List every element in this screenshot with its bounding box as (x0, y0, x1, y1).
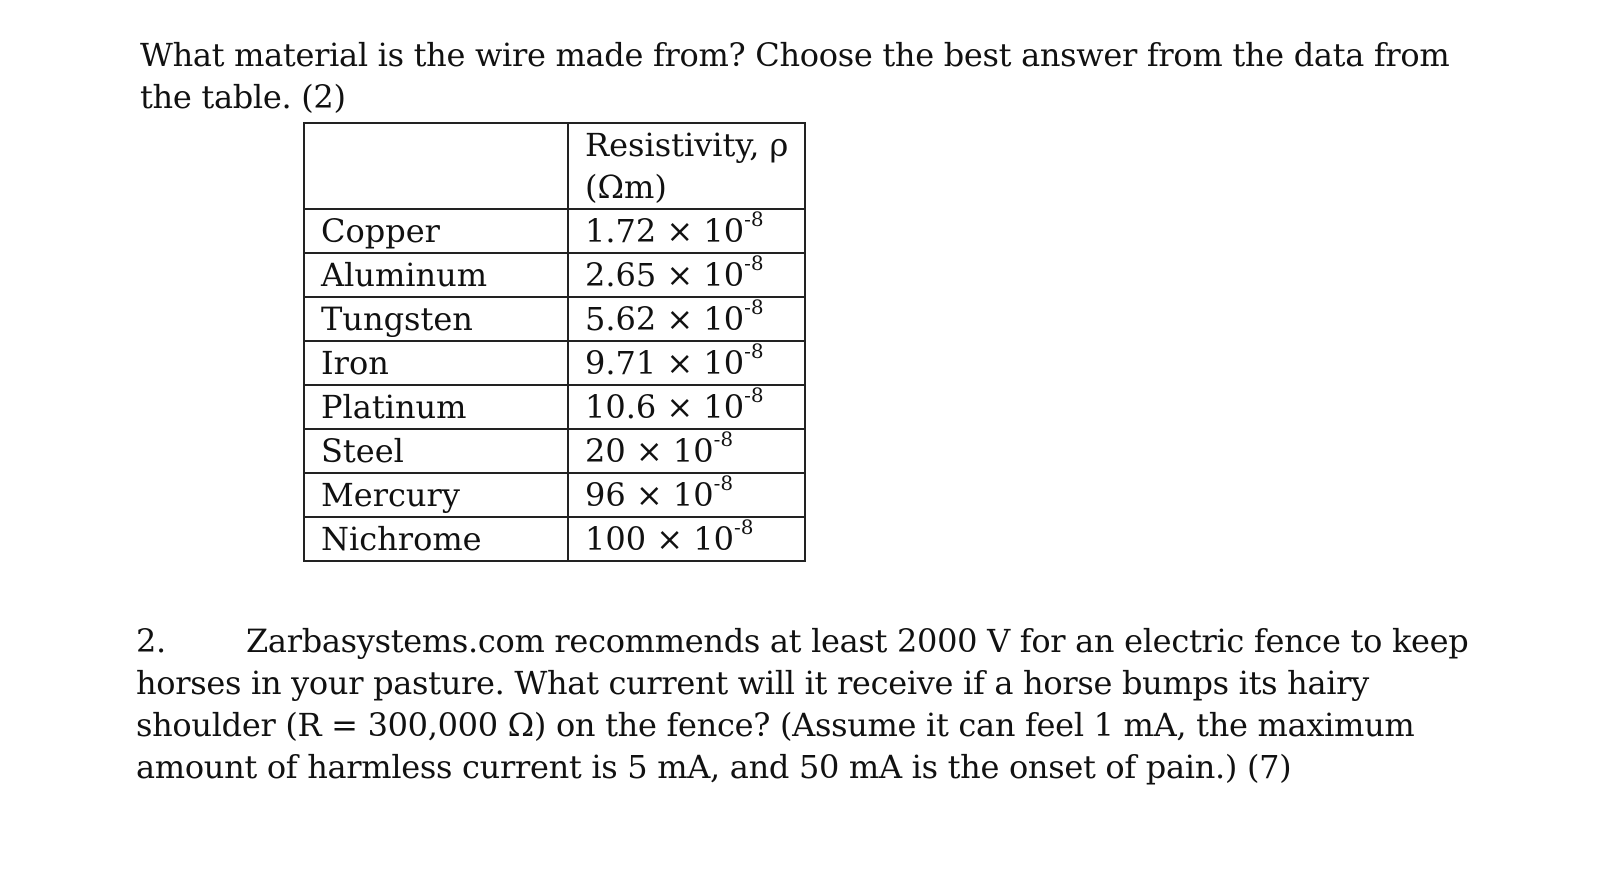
resistivity-mantissa: 2.65 × 10 (585, 256, 745, 294)
material-cell: Mercury (304, 473, 568, 517)
resistivity-exponent: -8 (733, 515, 754, 540)
question-1 (140, 34, 1470, 118)
resistivity-exponent: -8 (713, 471, 734, 496)
question-2 (136, 620, 1496, 788)
resistivity-mantissa: 100 × 10 (585, 520, 734, 558)
resistivity-cell (568, 341, 805, 385)
question-2-line-3: shoulder (R = 300,000 Ω) on the fence? (Assume it can feel 1 mA, the maximum (136, 706, 1415, 744)
header-material-cell (304, 123, 568, 209)
question-1-line-1: What material is the wire made from? Choose the best answer from the data from (140, 36, 1450, 74)
table-row (304, 297, 805, 341)
header-resistivity-unit: (Ωm) (585, 168, 667, 206)
table-row (304, 253, 805, 297)
resistivity-exponent: -8 (744, 339, 764, 364)
question-2-line-4: amount of harmless current is 5 mA, and 50 mA is the onset of pain.) (7) (136, 748, 1292, 786)
resistivity-cell (568, 253, 805, 297)
question-2-line-2: horses in your pasture. What current will it receive if a horse bumps its hairy (136, 664, 1369, 702)
resistivity-exponent: -8 (744, 207, 764, 232)
resistivity-mantissa: 1.72 × 10 (585, 212, 745, 250)
resistivity-mantissa: 96 × 10 (585, 476, 714, 514)
resistivity-cell (568, 385, 805, 429)
resistivity-exponent: -8 (744, 295, 764, 320)
resistivity-exponent: -8 (744, 383, 764, 408)
resistivity-mantissa: 5.62 × 10 (585, 300, 745, 338)
table-row (304, 209, 805, 253)
resistivity-exponent: -8 (713, 427, 734, 452)
resistivity-cell (568, 473, 805, 517)
material-cell: Platinum (304, 385, 568, 429)
resistivity-cell (568, 297, 805, 341)
material-cell: Steel (304, 429, 568, 473)
material-cell: Aluminum (304, 253, 568, 297)
material-cell: Copper (304, 209, 568, 253)
table-row (304, 473, 805, 517)
resistivity-cell (568, 429, 805, 473)
material-cell: Iron (304, 341, 568, 385)
question-1-line-2: the table. (2) (140, 78, 346, 116)
table-row (304, 429, 805, 473)
question-2-number: 2. (136, 622, 166, 660)
table-row (304, 341, 805, 385)
table-row (304, 385, 805, 429)
question-2-line-1-text: Zarbasystems.com recommends at least 2000 V for an electric fence to keep (246, 622, 1469, 660)
material-cell: Nichrome (304, 517, 568, 561)
header-resistivity-label: Resistivity, ρ (585, 126, 789, 164)
header-resistivity-cell (568, 123, 805, 209)
material-cell: Tungsten (304, 297, 568, 341)
resistivity-table (303, 122, 806, 562)
table-row (304, 517, 805, 561)
question-2-line-1 (136, 620, 1496, 662)
table-header-row (304, 123, 805, 209)
resistivity-cell (568, 209, 805, 253)
resistivity-mantissa: 10.6 × 10 (585, 388, 745, 426)
resistivity-exponent: -8 (744, 251, 764, 276)
resistivity-mantissa: 20 × 10 (585, 432, 714, 470)
resistivity-mantissa: 9.71 × 10 (585, 344, 745, 382)
resistivity-cell (568, 517, 805, 561)
